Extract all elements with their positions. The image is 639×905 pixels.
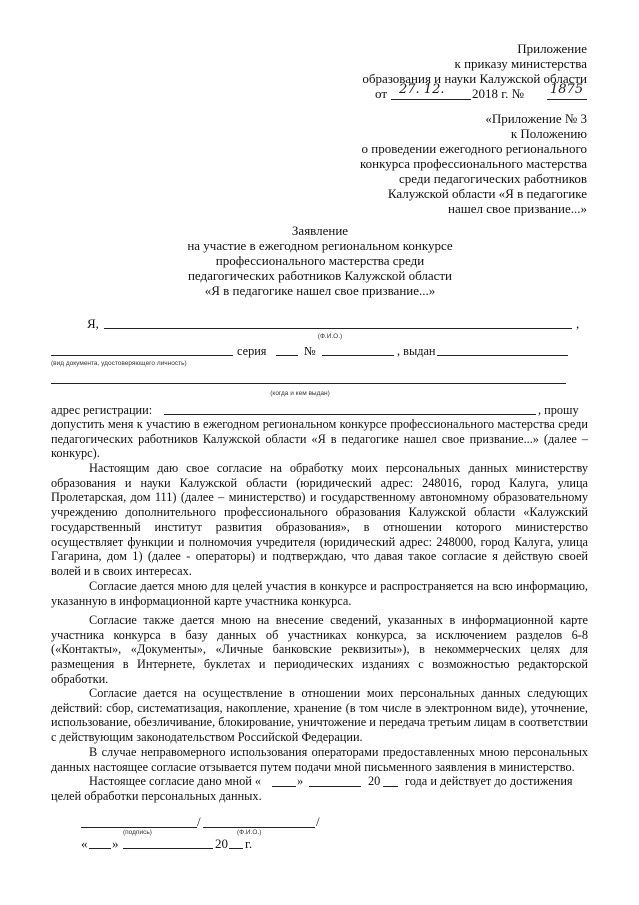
fio-caption: (Ф.И.О.) [317,333,343,340]
appendix-line-2: к Положению [510,126,587,141]
appendix-line-5: среди педагогических работников [399,171,587,186]
consent-end: целей обработки персональных данных. [51,789,262,803]
sign-day-field[interactable] [89,848,111,849]
issued-by-field[interactable] [51,383,566,384]
ya-label: Я, [87,316,99,331]
fio-comma: , [576,316,580,331]
address-field[interactable] [164,414,536,415]
doc-caption: (вид документа, удостоверяющего личность) [51,360,187,367]
year-text: 2018 г. № [472,86,525,101]
sign-slash-1: / [197,814,201,829]
header-line-1: Приложение [517,41,587,56]
signature-fio-field[interactable] [203,827,315,828]
consent-date-row [51,774,588,790]
consent-quote-close: » [297,774,304,788]
order-date-row [375,82,590,102]
appendix-line-7: нашел свое призвание...» [448,201,587,216]
seria-field[interactable] [276,355,298,356]
header-block [287,41,587,86]
paragraph-consent: Настоящим даю свое согласие на обработку моих персональных данных министерству образования и науки Калужской области (юридический адрес: 248016, город Калуга, улица Пролетарская, дом 111) (далее – министерство) и государственному автономному образовательному учреждению дополнительного профессионального образования Калужской области «Калужский государственный институт развития образования», в отношении которого министерство осуществляет функции и полномочия учредителя (юридический адрес: 248000, город Калуга, улица Гагарина, дом 1) (далее - операторы) и подтверждаю, что давая такое согласие я действую своей волей и в своих интересах. [51,461,588,578]
signature-caption: (подпись) [123,829,152,836]
title-line-2: на участие в ежегодном региональном конкурсе [187,238,453,253]
title-line-4: педагогических работников Калужской области [187,268,453,283]
appendix-line-4: конкурса профессионального мастерства [360,156,587,171]
issued-caption: (когда и кем выдан) [270,390,330,397]
sign-slash-2: / [316,814,320,829]
consent-year-field[interactable] [383,786,398,787]
consent-year-prefix: 20 [368,774,381,788]
title-line-3: профессионального мастерства среди [215,253,425,268]
paragraph-database: Согласие также дается мною на внесение сведений, указанных в информационной карте участника конкурса в базу данных об участниках конкурса, за исключением разделов 6-8 («Контакты», «Документы», «Личные банковские реквизиты»), в некоммерческих целях для размещения в Интернете, буклетах и периодических изданиях с возможностью редакторской обработки. [51,613,588,686]
address-tail: , прошу [538,403,579,417]
paragraph-revocation: В случае неправомерного использования операторами предоставленных мною персональных данных настоящее согласие отзывается путем подачи мной письменного заявления в министерство. [51,745,588,774]
sign-quote-open: « [81,836,88,851]
document-title [120,223,520,298]
signature-fio-caption: (Ф.И.О.) [237,829,262,836]
appendix-line-6: Калужской области «Я в педагогике [387,186,587,201]
number-label: № [304,344,316,358]
doc-number-field[interactable] [322,355,394,356]
consent-suffix: года и действует до достижения [405,774,573,788]
issued-label: , выдан [397,344,436,358]
header-line-3: образования и науки Калужской области [362,71,587,86]
appendix-line-3: о проведении ежегодного регионального [361,141,587,156]
seria-label: серия [237,344,267,358]
appendix-block [287,111,587,216]
header-line-2: к приказу министерства [454,56,587,71]
sign-quote-close: » [112,836,119,851]
consent-month-field[interactable] [309,786,361,787]
sign-year-prefix: 20 [215,836,228,851]
paragraph-purpose: Согласие дается мною для целей участия в конкурсе и распространяется на всю информацию, указанную в информационной карте участника конкурса. [51,579,588,608]
paragraph-actions: Согласие дается на осуществление в отношении моих персональных данных следующих действий: сбор, систематизация, накопление, хранение (в том числе в электронном виде), уточнение, использование, обезличивание, блокирование, уничтожение и передача третьим лицам в соответствии с действующим законодательством Российской Федерации. [51,686,588,745]
handwritten-date: 27. 12. [399,82,445,97]
signature-date-row [81,836,281,852]
fio-field[interactable] [104,328,572,329]
appendix-line-1: «Приложение № 3 [485,111,587,126]
sign-year-field[interactable] [229,848,243,849]
doc-type-field[interactable] [51,355,233,356]
issued-field[interactable] [437,355,568,356]
date-prefix: от [375,86,388,101]
address-label: адрес регистрации: [51,403,153,417]
paragraph-request: допустить меня к участию в ежегодном региональном конкурсе профессионального мастерства среди педагогических работников Калужской области «Я в педагогике нашел свое призвание...» (далее – конкурс). [51,417,588,461]
consent-prefix: Настоящее согласие дано мной « [89,774,262,788]
handwritten-number: 1875 [550,82,584,97]
signature-field[interactable] [81,827,197,828]
title-line-5: «Я в педагогике нашел свое призвание...» [204,283,436,298]
sign-month-field[interactable] [123,848,213,849]
consent-day-field[interactable] [272,786,296,787]
sign-g: г. [245,836,253,851]
title-line-1: Заявление [291,223,349,238]
